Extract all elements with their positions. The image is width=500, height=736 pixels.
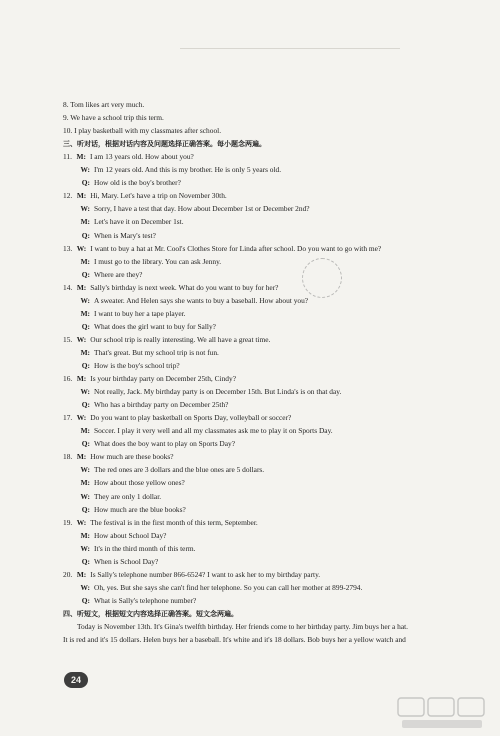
dialogue-line bbox=[76, 439, 480, 449]
speaker-label: Q: bbox=[81, 556, 90, 566]
dialogue-line bbox=[76, 165, 480, 175]
dialogue-text: Sorry, I have a test that day. How about December 1st or December 2nd? bbox=[94, 204, 310, 214]
speaker-label: W: bbox=[80, 465, 90, 475]
speaker-label: W: bbox=[80, 491, 90, 501]
sentence-item bbox=[63, 100, 480, 110]
dialogue-text: A sweater. And Helen says she wants to buy a baseball. How about you? bbox=[94, 295, 309, 305]
dialogue-line bbox=[76, 583, 480, 593]
speaker-label: M: bbox=[80, 426, 90, 436]
dialogue-line bbox=[63, 335, 480, 345]
dialogue-line bbox=[76, 217, 480, 227]
question-number: 13. bbox=[63, 243, 73, 253]
dialogue-text: I must go to the library. You can ask Jenny. bbox=[94, 256, 222, 266]
speaker-label: W: bbox=[76, 243, 87, 253]
speaker-label: M: bbox=[80, 217, 90, 227]
dialogue-line bbox=[76, 270, 480, 280]
speaker-label: Q: bbox=[81, 178, 90, 188]
dialogue-line bbox=[76, 557, 480, 567]
dialogue-line bbox=[76, 544, 480, 554]
dialogue-text: That's great. But my school trip is not fun. bbox=[94, 347, 219, 357]
speaker-label: M: bbox=[80, 347, 90, 357]
speaker-label: M: bbox=[76, 452, 87, 462]
speaker-label: M: bbox=[76, 152, 86, 162]
dialogue-text: The festival is in the first month of this term, September. bbox=[90, 517, 258, 527]
speaker-label: Q: bbox=[81, 321, 90, 331]
dialogue-line bbox=[76, 531, 480, 541]
speaker-label: Q: bbox=[81, 439, 90, 449]
line-text: 8. Tom likes art very much. bbox=[63, 100, 145, 109]
dialogue-text: They are only 1 dollar. bbox=[94, 491, 162, 501]
dialogue-line bbox=[76, 596, 480, 606]
speaker-label: W: bbox=[80, 165, 90, 175]
dialogue-text: Oh, yes. But she says she can't find her telephone. So you can call her mother at 899-2794. bbox=[94, 582, 363, 592]
question-number: 12. bbox=[63, 191, 73, 201]
dialogue-text: What is Sally's telephone number? bbox=[94, 595, 197, 605]
speaker-label: W: bbox=[80, 295, 90, 305]
dialogue-text: When is School Day? bbox=[94, 556, 159, 566]
dialogue-line bbox=[76, 178, 480, 188]
stamp-mark bbox=[302, 258, 342, 298]
dialogue-line bbox=[76, 361, 480, 371]
dialogue-text: How about those yellow ones? bbox=[94, 478, 185, 488]
dialogue-line bbox=[76, 309, 480, 319]
speaker-label: Q: bbox=[81, 269, 90, 279]
speaker-label: W: bbox=[80, 543, 90, 553]
dialogue-line bbox=[63, 570, 480, 580]
dialogue-text: Soccer. I play it very well and all my classmates ask me to play it on Sports Day. bbox=[94, 426, 333, 436]
dialogue-text: I want to buy her a tape player. bbox=[94, 308, 186, 318]
dialogue-text: What does the girl want to buy for Sally? bbox=[94, 321, 216, 331]
speaker-label: M: bbox=[76, 374, 87, 384]
dialogue-line bbox=[76, 505, 480, 515]
speaker-label: W: bbox=[76, 413, 87, 423]
question-number: 17. bbox=[63, 413, 73, 423]
speaker-label: M: bbox=[80, 308, 90, 318]
line-text: 四、听短文，根据短文内容选择正确答案。短文念两遍。 bbox=[63, 609, 238, 618]
dialogue-text: It's in the third month of this term. bbox=[94, 543, 196, 553]
question-number: 20. bbox=[63, 569, 73, 579]
dialogue-line bbox=[76, 478, 480, 488]
dialogue-line bbox=[63, 283, 480, 293]
section-heading bbox=[63, 139, 480, 149]
dialogue-text: Our school trip is really interesting. We all have a great time. bbox=[90, 334, 271, 344]
question-number: 14. bbox=[63, 282, 73, 292]
dialogue-text: I am 13 years old. How about you? bbox=[89, 152, 194, 162]
dialogue-text: Is Sally's telephone number 866-6524? I want to ask her to my birthday party. bbox=[90, 569, 321, 579]
dialogue-line bbox=[63, 518, 480, 528]
speaker-label: M: bbox=[80, 256, 90, 266]
dialogue-text: I'm 12 years old. And this is my brother. He is only 5 years old. bbox=[94, 165, 282, 175]
sentence-item bbox=[63, 126, 480, 136]
speaker-label: M: bbox=[80, 478, 90, 488]
dialogue-text: The red ones are 3 dollars and the blue ones are 5 dollars. bbox=[94, 465, 265, 475]
dialogue-line bbox=[63, 244, 480, 254]
dialogue-text: Let's have it on December 1st. bbox=[94, 217, 184, 227]
speaker-label: W: bbox=[80, 387, 90, 397]
dialogue-text: Not really, Jack. My birthday party is on December 15th. But Linda's is on that day. bbox=[94, 387, 342, 397]
dialogue-text: What does the boy want to play on Sports Day? bbox=[94, 439, 236, 449]
passage-line bbox=[63, 635, 482, 645]
passage-text: Today is November 13th. It's Gina's twelfth birthday. Her friends come to her birthday party. Jim buys her a hat. bbox=[77, 622, 409, 631]
speaker-label: M: bbox=[76, 191, 87, 201]
dialogue-text: How about School Day? bbox=[94, 530, 167, 540]
speaker-label: W: bbox=[80, 204, 90, 214]
dialogue-line bbox=[76, 465, 480, 475]
speaker-label: M: bbox=[76, 569, 87, 579]
dialogue-line bbox=[63, 152, 480, 162]
dialogue-line bbox=[63, 191, 480, 201]
speaker-label: W: bbox=[80, 582, 90, 592]
question-number: 11. bbox=[63, 152, 72, 162]
passage-text: It is red and it's 15 dollars. Helen buys her a baseball. It's white and it's 18 dollars. Bob buys her a yellow watch and bbox=[63, 635, 406, 645]
dialogue-line bbox=[76, 387, 480, 397]
dialogue-line bbox=[76, 400, 480, 410]
page-number: 24 bbox=[64, 672, 88, 688]
dialogue-text: How is the boy's school trip? bbox=[94, 361, 180, 370]
dialogue-line bbox=[63, 452, 480, 462]
sentence-item bbox=[63, 113, 480, 123]
line-text: 10. I play basketball with my classmates after school. bbox=[63, 126, 222, 136]
watermark-logo bbox=[396, 696, 488, 730]
dialogue-text: Where are they? bbox=[94, 269, 143, 279]
line-text: 三、听对话，根据对话内容及问题选择正确答案。每小题念两遍。 bbox=[63, 140, 266, 149]
line-text: 9. We have a school trip this term. bbox=[63, 113, 164, 123]
dialogue-text: How much are the blue books? bbox=[94, 504, 186, 514]
question-number: 18. bbox=[63, 452, 73, 462]
speaker-label: Q: bbox=[81, 230, 90, 240]
question-number: 16. bbox=[63, 374, 73, 384]
speaker-label: W: bbox=[76, 334, 87, 344]
dialogue-line bbox=[76, 257, 480, 267]
speaker-label: M: bbox=[80, 530, 90, 540]
speaker-label: M: bbox=[76, 282, 87, 292]
dialogue-line bbox=[76, 231, 480, 241]
speaker-label: Q: bbox=[81, 595, 90, 605]
dialogue-text: Do you want to play basketball on Sports Day, volleyball or soccer? bbox=[90, 413, 292, 423]
section-heading bbox=[63, 609, 480, 619]
faint-rule bbox=[180, 48, 400, 49]
dialogue-line bbox=[63, 374, 480, 384]
speaker-label: Q: bbox=[81, 400, 90, 410]
dialogue-text: How old is the boy's brother? bbox=[94, 178, 181, 188]
dialogue-text: When is Mary's test? bbox=[94, 230, 156, 240]
dialogue-text: Is your birthday party on December 25th, Cindy? bbox=[90, 374, 236, 384]
dialogue-text: Hi, Mary. Let's have a trip on November 30th. bbox=[90, 191, 227, 201]
question-number: 15. bbox=[63, 334, 73, 344]
question-number: 19. bbox=[63, 517, 73, 527]
dialogue-line bbox=[76, 204, 480, 214]
dialogue-text: How much are these books? bbox=[90, 452, 174, 462]
dialogue-line bbox=[76, 348, 480, 358]
speaker-label: W: bbox=[76, 517, 87, 527]
speaker-label: Q: bbox=[81, 504, 90, 514]
dialogue-text: Who has a birthday party on December 25th? bbox=[94, 400, 229, 410]
speaker-label: Q: bbox=[81, 361, 90, 370]
dialogue-line bbox=[76, 492, 480, 502]
dialogue-text: I want to buy a hat at Mr. Cool's Clothes Store for Linda after school. Do you want to go with me? bbox=[90, 243, 382, 253]
dialogue-text: Sally's birthday is next week. What do you want to buy for her? bbox=[90, 282, 279, 292]
passage-line bbox=[63, 622, 482, 632]
dialogue-line bbox=[63, 413, 480, 423]
dialogue-line bbox=[76, 296, 480, 306]
dialogue-line bbox=[76, 322, 480, 332]
dialogue-line bbox=[76, 426, 480, 436]
